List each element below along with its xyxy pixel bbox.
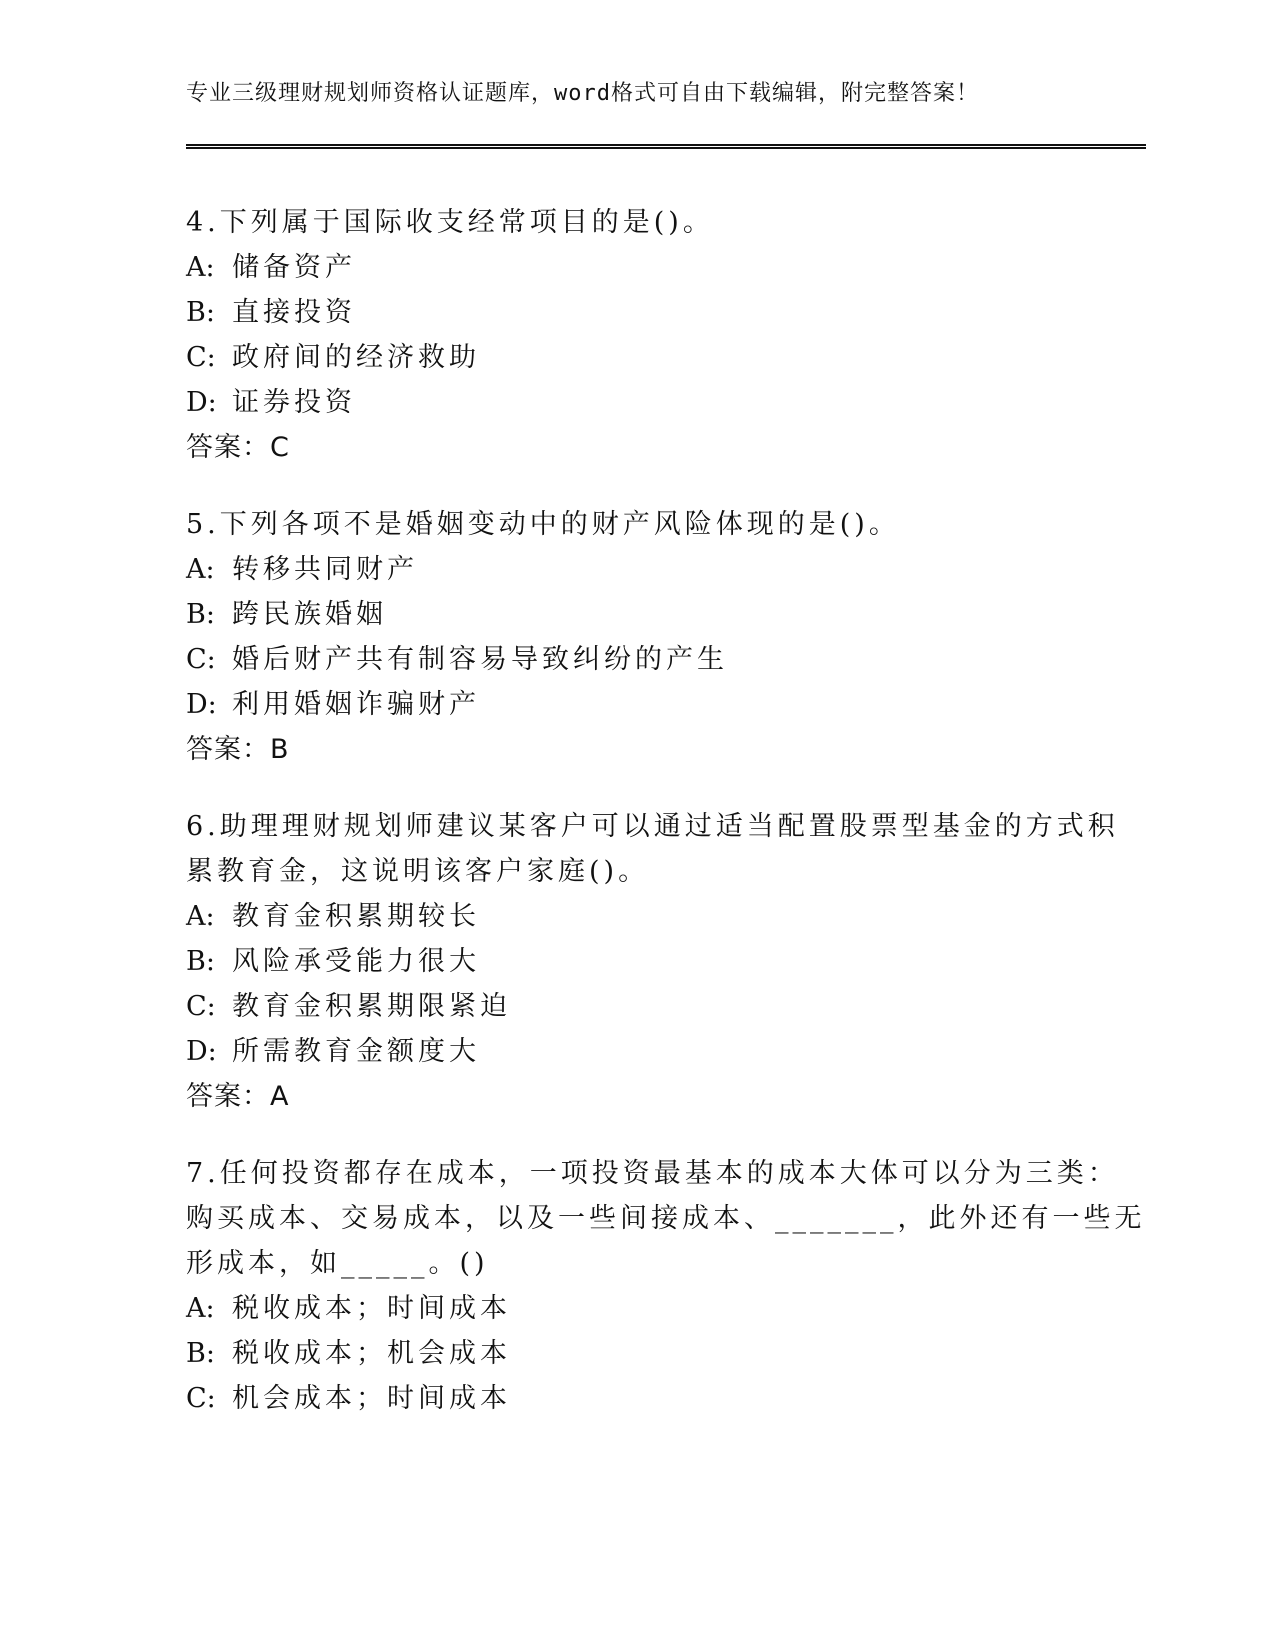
question-text: 购买成本、交易成本，以及一些间接成本、_______，此外还有一些无 xyxy=(186,1203,1146,1234)
question-text: 4.下列属于国际收支经常项目的是()。 xyxy=(186,207,714,238)
option-letter: C: xyxy=(186,342,216,373)
option-letter: A: xyxy=(186,901,215,932)
option-text: 机会成本；时间成本 xyxy=(232,1383,511,1414)
option-text: 风险承受能力很大 xyxy=(232,946,480,977)
option-c xyxy=(186,1376,1086,1421)
option-text: 政府间的经济救助 xyxy=(232,342,480,373)
option-c xyxy=(186,335,1086,380)
option-letter: D: xyxy=(186,689,217,720)
option-b xyxy=(186,1331,1086,1376)
option-letter: C: xyxy=(186,644,216,675)
option-text: 所需教育金额度大 xyxy=(232,1036,480,1067)
question-4 xyxy=(186,200,1086,470)
option-c xyxy=(186,984,1086,1029)
option-letter: B: xyxy=(186,599,215,630)
header-divider xyxy=(186,144,1146,149)
option-letter: D: xyxy=(186,1036,217,1067)
answer: 答案：A xyxy=(186,1081,290,1112)
option-letter: D: xyxy=(186,387,217,418)
option-letter: A: xyxy=(186,554,215,585)
option-letter: B: xyxy=(186,1338,215,1369)
option-text: 证券投资 xyxy=(232,387,356,418)
question-text: 累教育金，这说明该客户家庭()。 xyxy=(186,856,650,887)
option-letter: B: xyxy=(186,297,215,328)
option-text: 婚后财产共有制容易导致纠纷的产生 xyxy=(232,644,728,675)
question-6 xyxy=(186,804,1119,1119)
option-letter: B: xyxy=(186,946,215,977)
option-d xyxy=(186,1029,1086,1074)
option-text: 储备资产 xyxy=(232,252,356,283)
option-b xyxy=(186,939,1086,984)
option-letter: A: xyxy=(186,252,215,283)
option-text: 转移共同财产 xyxy=(232,554,418,585)
option-b xyxy=(186,592,1086,637)
question-5 xyxy=(186,502,1086,772)
question-text: 7.任何投资都存在成本，一项投资最基本的成本大体可以分为三类： xyxy=(186,1158,1119,1189)
answer: 答案：C xyxy=(186,432,290,463)
option-letter: C: xyxy=(186,991,216,1022)
option-letter: A: xyxy=(186,1293,215,1324)
question-text: 6.助理理财规划师建议某客户可以通过适当配置股票型基金的方式积 xyxy=(186,811,1119,842)
option-d xyxy=(186,380,1086,425)
option-c xyxy=(186,637,1086,682)
option-text: 教育金积累期限紧迫 xyxy=(232,991,511,1022)
question-7 xyxy=(186,1151,1146,1421)
option-text: 税收成本；时间成本 xyxy=(232,1293,511,1324)
option-text: 直接投资 xyxy=(232,297,356,328)
answer: 答案：B xyxy=(186,734,290,765)
option-text: 跨民族婚姻 xyxy=(232,599,387,630)
option-d xyxy=(186,682,1086,727)
question-text: 形成本，如_____。() xyxy=(186,1248,489,1279)
option-b xyxy=(186,290,1086,335)
option-letter: C: xyxy=(186,1383,216,1414)
question-text: 5.下列各项不是婚姻变动中的财产风险体现的是()。 xyxy=(186,509,900,540)
option-text: 教育金积累期较长 xyxy=(232,901,480,932)
option-a xyxy=(186,547,1086,592)
option-a xyxy=(186,894,1086,939)
page-header: 专业三级理财规划师资格认证题库，word格式可自由下载编辑，附完整答案！ xyxy=(186,81,979,106)
option-text: 利用婚姻诈骗财产 xyxy=(232,689,480,720)
option-text: 税收成本；机会成本 xyxy=(232,1338,511,1369)
option-a xyxy=(186,1286,1086,1331)
option-a xyxy=(186,245,1086,290)
question-list xyxy=(186,200,1146,1453)
